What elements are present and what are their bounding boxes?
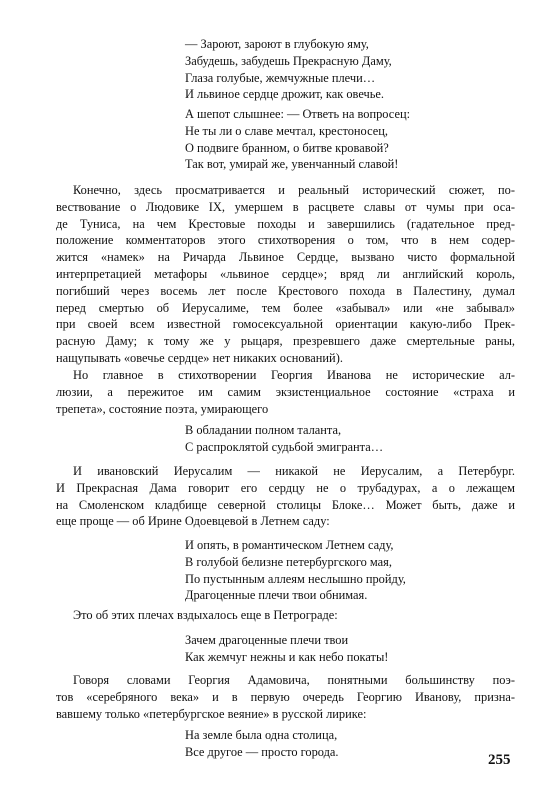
text-line: при своей всем известной гомосексуальной ориентации какую-либо Прек- — [56, 317, 515, 332]
text-line: расную Даму; к тому же у рыцаря, презревшего даже смертельные раны, — [56, 334, 515, 349]
text-line: на Смоленском кладбище северной столицы Блоке… Может быть, даже и — [56, 497, 515, 512]
poem-line: И львиное сердце дрожит, как овечье. — [185, 87, 384, 102]
body-paragraph — [56, 672, 515, 722]
poem-line: На земле была одна столица, — [185, 728, 338, 742]
text-line: И ивановский Иерусалим — никакой не Иерусалим, а Петербург. — [73, 464, 515, 478]
poem-line: Как жемчуг нежны и как небо покаты! — [185, 649, 389, 664]
poem-line: Драгоценные плечи твои обнимая. — [185, 588, 368, 603]
body-paragraph — [56, 367, 515, 417]
poem-line: Забудешь, забудешь Прекрасную Даму, — [185, 53, 392, 68]
poem-line: Все другое — просто города. — [185, 744, 339, 759]
poem-line: А шепот слышнее: — Ответь на вопросец: — [185, 107, 411, 121]
poem-line: — Зароют, зароют в глубокую яму, — [185, 37, 369, 51]
text-line: положение комментаторов этого стихотворения о том, что в нем содер- — [56, 233, 515, 248]
poem-stanza — [185, 537, 406, 604]
poem-stanza — [185, 36, 392, 103]
text-line: перед смертью об Иерусалиме, тем более «забывал» или «не забывал» — [56, 300, 515, 315]
text-line: люзии, а пережитое им самим экзистенциальное состояние «страха и — [56, 384, 515, 399]
body-paragraph — [56, 182, 515, 367]
poem-line: О подвиге бранном, о битве кровавой? — [185, 140, 389, 155]
text-line: тов «серебряного века» и в первую очередь Георгию Иванову, призна- — [56, 689, 515, 704]
text-line: еще проще — об Ирине Одоевцевой в Летнем саду: — [56, 514, 330, 529]
text-line: погибший через восемь лет после Крестового похода в Палестину, думал — [56, 283, 515, 298]
text-line: И Прекрасная Дама говорит его сердцу не о трубадурах, а о лежащем — [56, 480, 515, 495]
poem-stanza — [185, 632, 388, 666]
poem-line: Не ты ли о славе мечтал, крестоносец, — [185, 123, 388, 138]
text-line: де Туниса, на чем Крестовые походы и завершились (гадательное пред- — [56, 216, 515, 231]
poem-line: Глаза голубые, жемчужные плечи… — [185, 70, 376, 85]
page-number: 255 — [488, 752, 511, 768]
poem-line: В обладании полном таланта, — [185, 423, 342, 437]
body-paragraph — [56, 463, 515, 530]
text-line: вавшему только «петербургское веяние» в русской лирике: — [56, 706, 367, 721]
poem-line: И опять, в романтическом Летнем саду, — [185, 538, 394, 552]
poem-line: Зачем драгоценные плечи твои — [185, 633, 349, 647]
text-line: Говоря словами Георгия Адамовича, понятными большинству поэ- — [73, 673, 515, 687]
text-line: нащупывать «овечье сердце» нет никаких оснований). — [56, 350, 343, 365]
poem-line: В голубой белизне петербургского мая, — [185, 554, 392, 569]
body-paragraph — [56, 607, 515, 624]
text-line: жится «намек» на Ричарда Львиное Сердце, вызвано чисто формальной — [56, 250, 515, 265]
text-line: Это об этих плечах вздыхалось еще в Петрограде: — [73, 608, 338, 622]
poem-stanza — [185, 727, 339, 761]
text-line: Но главное в стихотворении Георгия Иванова не исторические ал- — [73, 368, 515, 382]
text-line: интерпретацией метафоры «львиное сердце»; вряд ли английский король, — [56, 266, 515, 281]
poem-line: С распроклятой судьбой эмигранта… — [185, 439, 384, 454]
text-line: трепета», состояние поэта, умирающего — [56, 401, 269, 416]
poem-line: По пустынным аллеям неслышно пройду, — [185, 571, 406, 586]
poem-stanza — [185, 106, 410, 173]
poem-stanza — [185, 422, 383, 456]
text-line: вествование о Людовике IX, умершем в расцвете славы от чумы при оса- — [56, 199, 515, 214]
poem-line: Так вот, умирай же, увенчанный славой! — [185, 157, 399, 172]
text-line: Конечно, здесь просматривается и реальный исторический сюжет, по- — [73, 183, 515, 197]
